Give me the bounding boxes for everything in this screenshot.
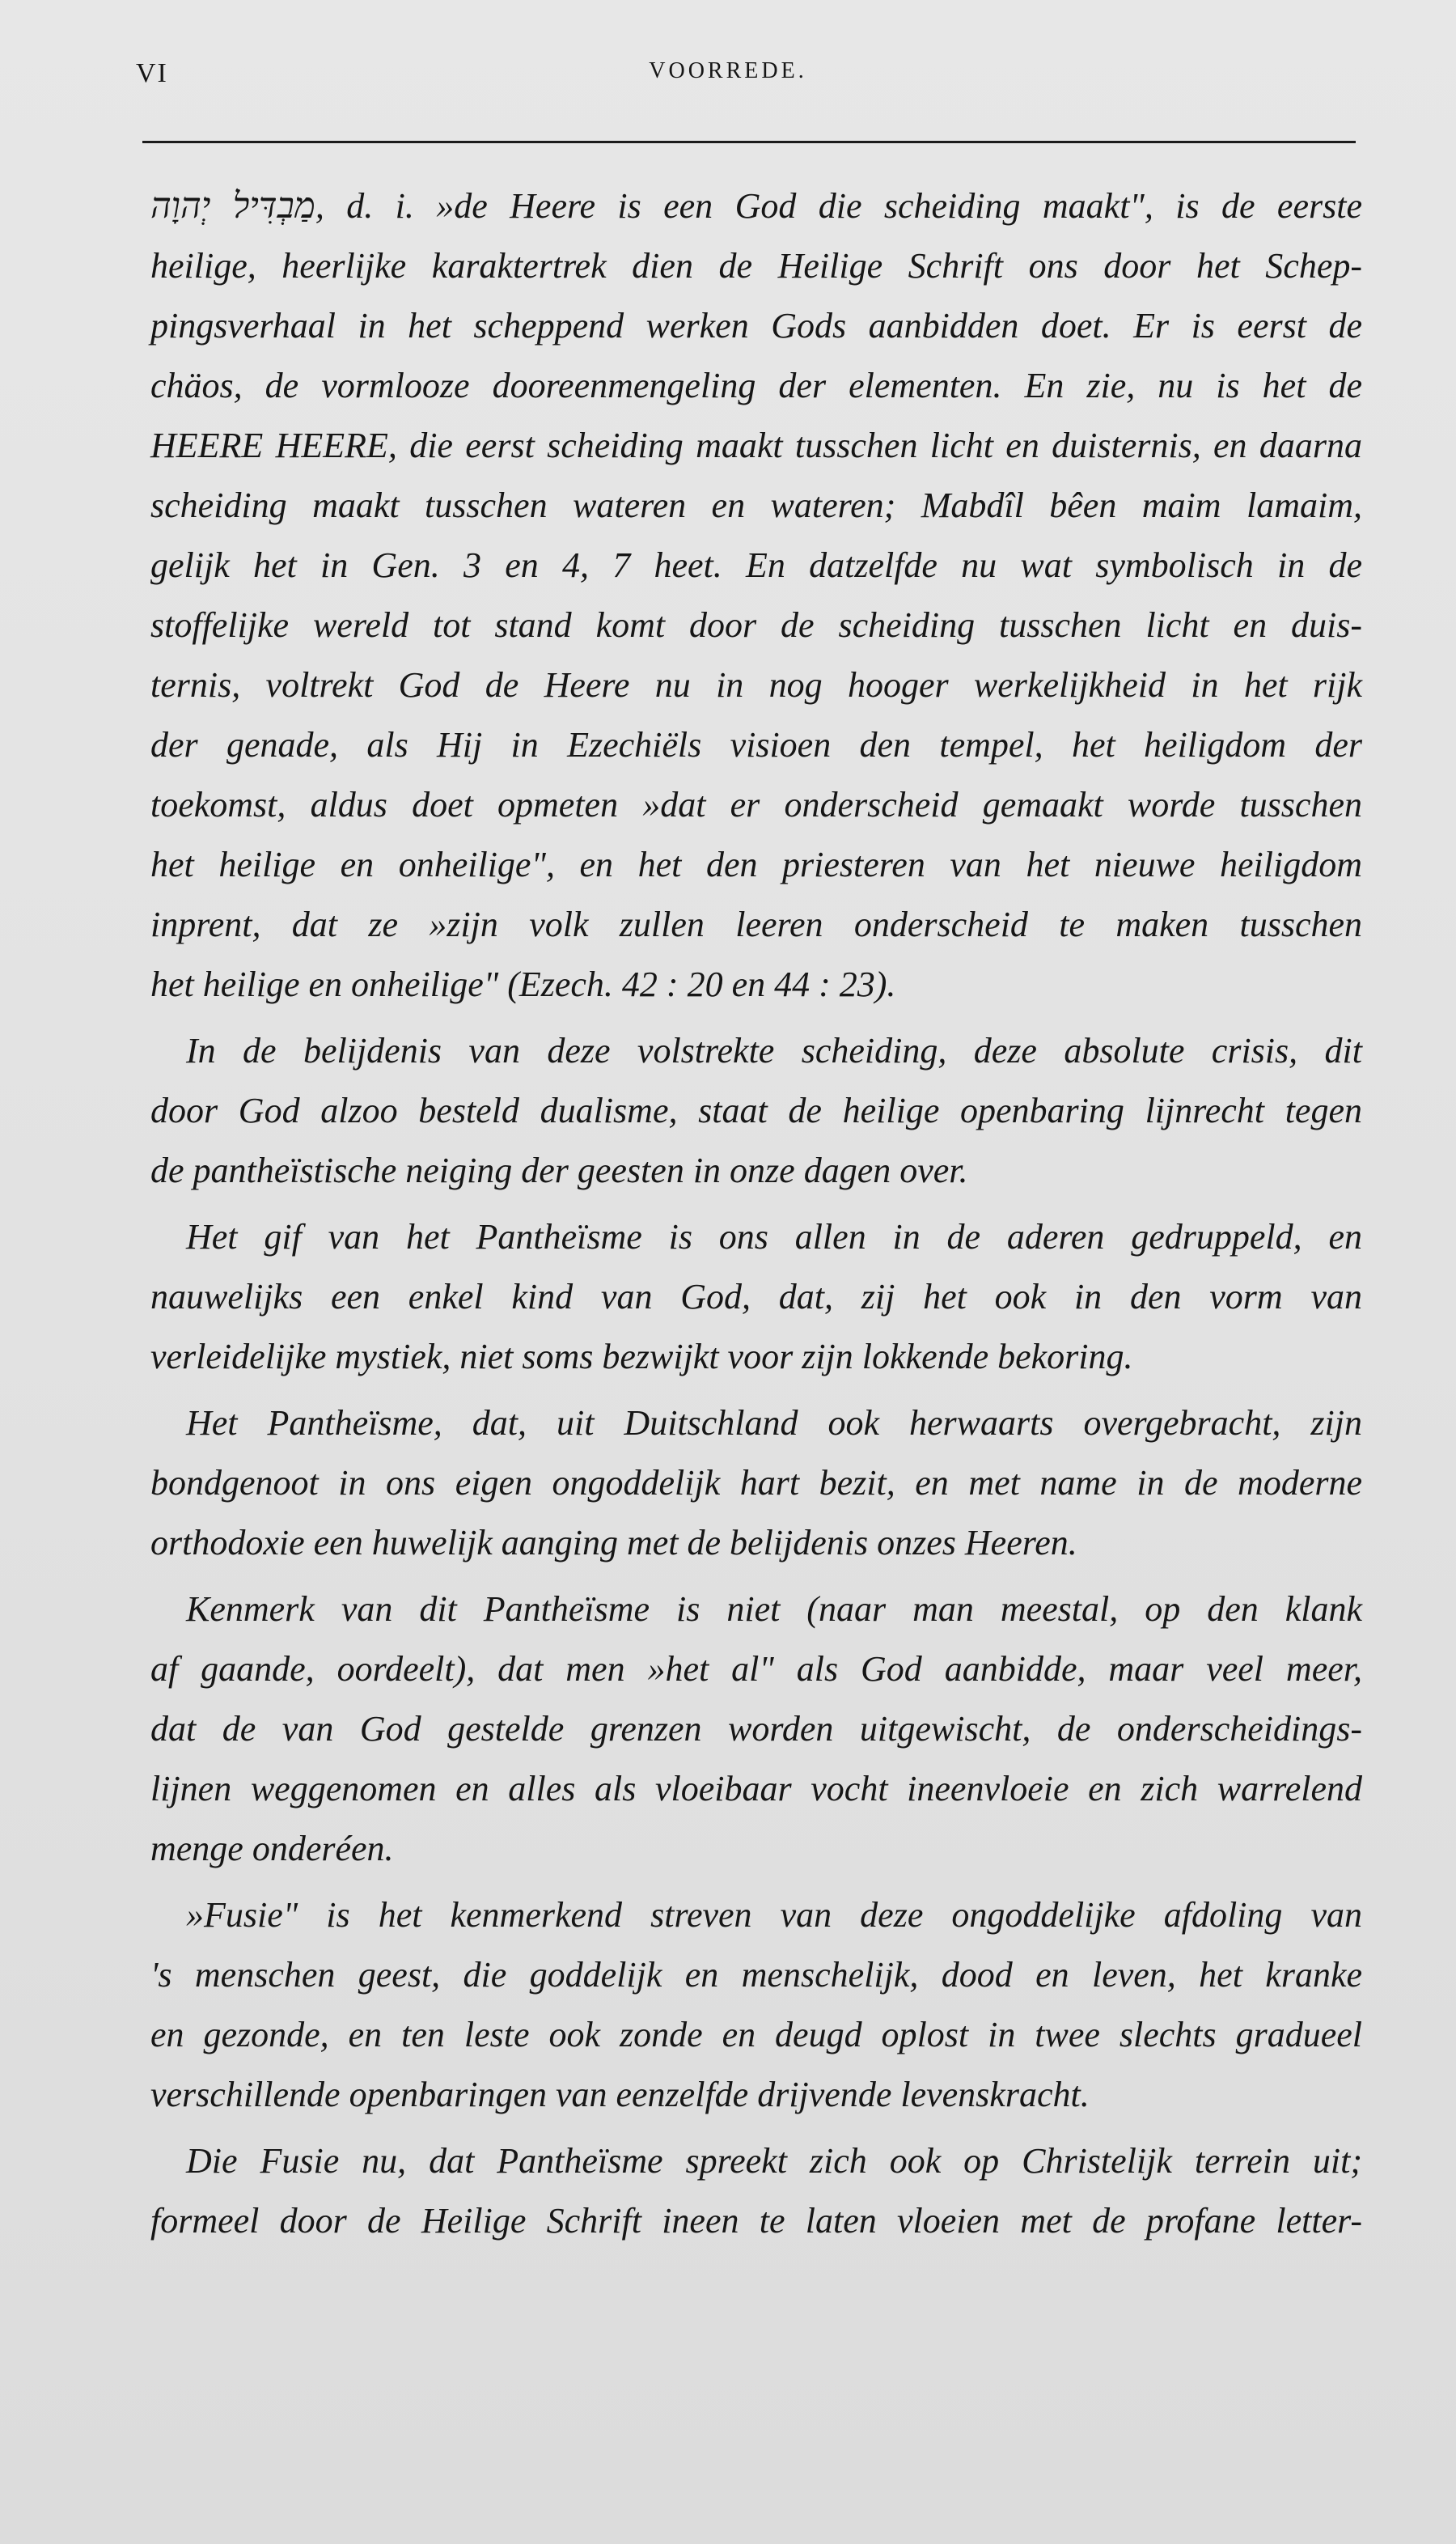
paragraph-4 bbox=[150, 1393, 1362, 1573]
text-line: menge onderéen. bbox=[150, 1829, 394, 1868]
paragraph-5 bbox=[150, 1579, 1362, 1879]
text-line: pingsverhaal in het scheppend werken Gods aanbidden doet. Er is eerst de bbox=[150, 306, 1362, 346]
text-line: bondgenoot in ons eigen ongoddelijk hart bezit, en met name in de moderne bbox=[150, 1463, 1362, 1503]
text-line: af gaande, oordeelt), dat men »het al" als God aanbidde, maar veel meer, bbox=[150, 1649, 1362, 1689]
paragraph-7 bbox=[150, 2131, 1362, 2251]
text-line: het heilige en onheilige" (Ezech. 42 : 20 en 44 : 23). bbox=[150, 965, 896, 1004]
text-line: heilige, heerlijke karaktertrek dien de Heilige Schrift ons door het Schep- bbox=[150, 246, 1362, 286]
text-line: scheiding maakt tusschen wateren en wateren; Mabdîl bêen maim lamaim, bbox=[150, 485, 1362, 525]
text-line: toekomst, aldus doet opmeten »dat er onderscheid gemaakt worde tusschen bbox=[150, 785, 1362, 825]
text-line: door God alzoo besteld dualisme, staat de heilige openbaring lijnrecht tegen bbox=[150, 1091, 1362, 1130]
paragraph-6 bbox=[150, 1885, 1362, 2125]
body-text bbox=[150, 176, 1362, 2251]
running-head: VOORREDE. bbox=[649, 58, 807, 83]
text-line: gelijk het in Gen. 3 en 4, 7 heet. En datzelfde nu wat symbolisch in de bbox=[150, 545, 1362, 585]
text-line: en gezonde, en ten leste ook zonde en deugd oplost in twee slechts gradueel bbox=[150, 2015, 1362, 2054]
text-line: »Fusie" is het kenmerkend streven van deze ongoddelijke afdoling van bbox=[186, 1895, 1362, 1935]
page-number: VI bbox=[136, 58, 168, 88]
text-line: verschillende openbaringen van eenzelfde drijvende levenskracht. bbox=[150, 2075, 1090, 2114]
paragraph-3 bbox=[150, 1207, 1362, 1387]
text-line: Het Pantheïsme, dat, uit Duitschland ook herwaarts overgebracht, zijn bbox=[186, 1403, 1362, 1443]
text-line: Kenmerk van dit Pantheïsme is niet (naar man meestal, op den klank bbox=[186, 1589, 1362, 1629]
text-line: orthodoxie een huwelijk aanging met de belijdenis onzes Heeren. bbox=[150, 1523, 1077, 1562]
text-line: Het gif van het Pantheïsme is ons allen in de aderen gedruppeld, en bbox=[186, 1217, 1362, 1257]
text-line: HEERE HEERE, die eerst scheiding maakt tusschen licht en duisternis, en daarna bbox=[150, 426, 1362, 465]
text-line: dat de van God gestelde grenzen worden uitgewischt, de onderscheidings- bbox=[150, 1709, 1362, 1749]
header-rule bbox=[142, 141, 1356, 143]
text-line: het heilige en onheilige", en het den priesteren van het nieuwe heiligdom bbox=[150, 845, 1362, 884]
text-line: stoffelijke wereld tot stand komt door de scheiding tusschen licht en duis- bbox=[150, 605, 1362, 645]
text-line: ternis, voltrekt God de Heere nu in nog hooger werkelijkheid in het rijk bbox=[150, 665, 1362, 705]
text-line: der genade, als Hij in Ezechiëls visioen den tempel, het heiligdom der bbox=[150, 725, 1362, 765]
text-line: verleidelijke mystiek, niet soms bezwijkt voor zijn lokkende bekoring. bbox=[150, 1337, 1133, 1376]
text-line: inprent, dat ze »zijn volk zullen leeren onderscheid te maken tusschen bbox=[150, 905, 1362, 944]
text-line: chäos, de vormlooze dooreenmengeling der elementen. En zie, nu is het de bbox=[150, 366, 1362, 405]
text-line: In de belijdenis van deze volstrekte scheiding, deze absolute crisis, dit bbox=[186, 1031, 1362, 1071]
text-line: lijnen weggenomen en alles als vloeibaar vocht ineenvloeie en zich warrelend bbox=[150, 1769, 1362, 1808]
text-line: Die Fusie nu, dat Pantheïsme spreekt zich ook op Christelijk terrein uit; bbox=[186, 2141, 1362, 2181]
text-line: 's menschen geest, die goddelijk en menschelijk, dood en leven, het kranke bbox=[150, 1955, 1362, 1995]
text-line: de pantheïstische neiging der geesten in onze dagen over. bbox=[150, 1151, 968, 1190]
paragraph-1 bbox=[150, 176, 1362, 1015]
paragraph-2 bbox=[150, 1021, 1362, 1201]
text-line: מַבְדִּיל יְהוָה, d. i. »de Heere is een God die scheiding maakt", is de eerste bbox=[150, 186, 1362, 226]
text-line: formeel door de Heilige Schrift ineen te laten vloeien met de profane letter- bbox=[150, 2201, 1362, 2241]
text-line: nauwelijks een enkel kind van God, dat, zij het ook in den vorm van bbox=[150, 1277, 1362, 1317]
